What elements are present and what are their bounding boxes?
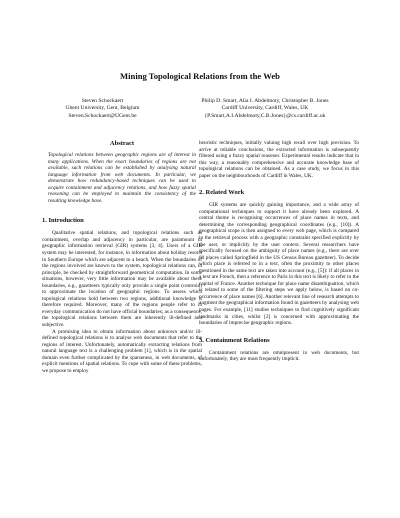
section-heading-introduction: 1. Introduction <box>42 217 84 225</box>
related-work-paragraph: GIR systems are quickly gaining importance, and a wide array of computational techniques to support it have already been explored. A central theme is recognising occurrences of place names in texts, and determining the corresponding geographical coordinates (e.g., [10]). A geographical scope is then assigned to every web page, which is compared in the retrieval process with a geographic constraint specified explicitly by the user, or implicitly by the user context. Several researchers have specifically focused on the ambiguity of place names (e.g., there are over 80 places called Springfield in the US Census Bureau gazetteer). To decide which place is referred to in a text, often the proximity to other places mentioned in the same text are taken into account (e.g., [5]): if all places in a text are French, then a reference to Paris in this text is likely to refer to the capital of France. Another technique for place name disambiguation, which is related to some of the filtering steps we apply below, is based on co-occurrence of place names [6]. Another relevant line of research attempts to augment the geographical information found in gazetteers by analysing web pages. For example, [11] studies techniques to find cognitively significant landmarks in cities, whilst [2] is concerned with approximating the boundaries of imprecise geographic regions. <box>199 202 359 327</box>
abstract-text: Topological relations between geographic regions are of interest in many applications. When the exact boundaries of regions are not available, such relations can be established by analysing natural language information from web documents. In particular, we demonstrate how redundancy-based techniques can be used to acquire containment and adjacency relations, and how fuzzy spatial reasoning can be employed to maintain the consistency of the resulting knowledge base. <box>48 152 196 204</box>
intro-paragraph-1: Qualitative spatial relations, and topological relations such as containment, overlap and adjacency in particular, are paramount in geographic information retrieval (GIR) systems [3, 4]. Users of a GIR system may be interested, for instance, in information about holiday resorts in Southern Europe which are adjacent to a beach. When the boundaries of the regions involved are known to the system, topological relations can, in principle, be checked by straightforward geometrical computation. In some situations, however, very little information may be available about these boundaries, e.g., gazetteers typically only provide a single point (centroid) to approximate the location of geographic regions. To assess which topological relations hold between two regions, additional knowledge is therefore required. Moreover, many of the regions people refer to in everyday communication do not have official boundaries; as a consequence, the topological relations between them are inherently ill-defined and subjective. <box>42 230 202 329</box>
right-column <box>199 140 359 363</box>
author-block-right <box>165 98 365 120</box>
author-block-left <box>40 98 165 120</box>
paper-title: Mining Topological Relations from the Web <box>120 71 280 81</box>
abstract-heading: Abstract <box>109 140 135 147</box>
author-email: Steven.Schockaert@UGent.be <box>68 112 137 119</box>
author-name: Philip D. Smart, Alia I. Abdelmoty, Christopher B. Jones <box>201 98 329 104</box>
left-column <box>42 140 202 374</box>
author-affiliation: Cardiff University, Cardiff, Wales, UK <box>221 105 309 112</box>
author-email: {P.Smart,A.I.Abdelmoty,C.B.Jones}@cs.cardiff.ac.uk <box>204 112 326 119</box>
section-heading-related-work: 2. Related Work <box>199 189 245 197</box>
section-heading-containment: 3. Containment Relations <box>199 336 270 344</box>
containment-paragraph: Containment relations are omnipresent in web documents, but unfortunately, they are most frequently implicit. <box>199 349 359 363</box>
author-affiliation: Ghent University, Gent, Belgium <box>65 105 140 112</box>
author-name: Steven Schockaert <box>81 98 124 104</box>
intro-paragraph-2: A promising idea to obtain information about unknown and/or ill-defined topological relations is to analyse web documents that refer to the regions of interest. Unfortunately, automatically extracting relations from natural language text is a challenging problem [1], which is in the spatial domain even further complicated by the sparseness, in web documents, of explicit mentions of spatial relations. To cope with some of these problems, we propose to employ <box>42 328 202 374</box>
intro-paragraph-2-continued: heuristic techniques, initially valuing high recall over high precision. To arrive at reliable conclusions, the extracted information is subsequently filtered using a fuzzy spatial reasoner. Experimental results indicate that in this way, a reasonably comprehensive and accurate knowledge base of topological relations can be obtained. As a case study, we focus in this paper on the neighbourhoods of Cardiff in Wales, UK. <box>199 140 359 179</box>
